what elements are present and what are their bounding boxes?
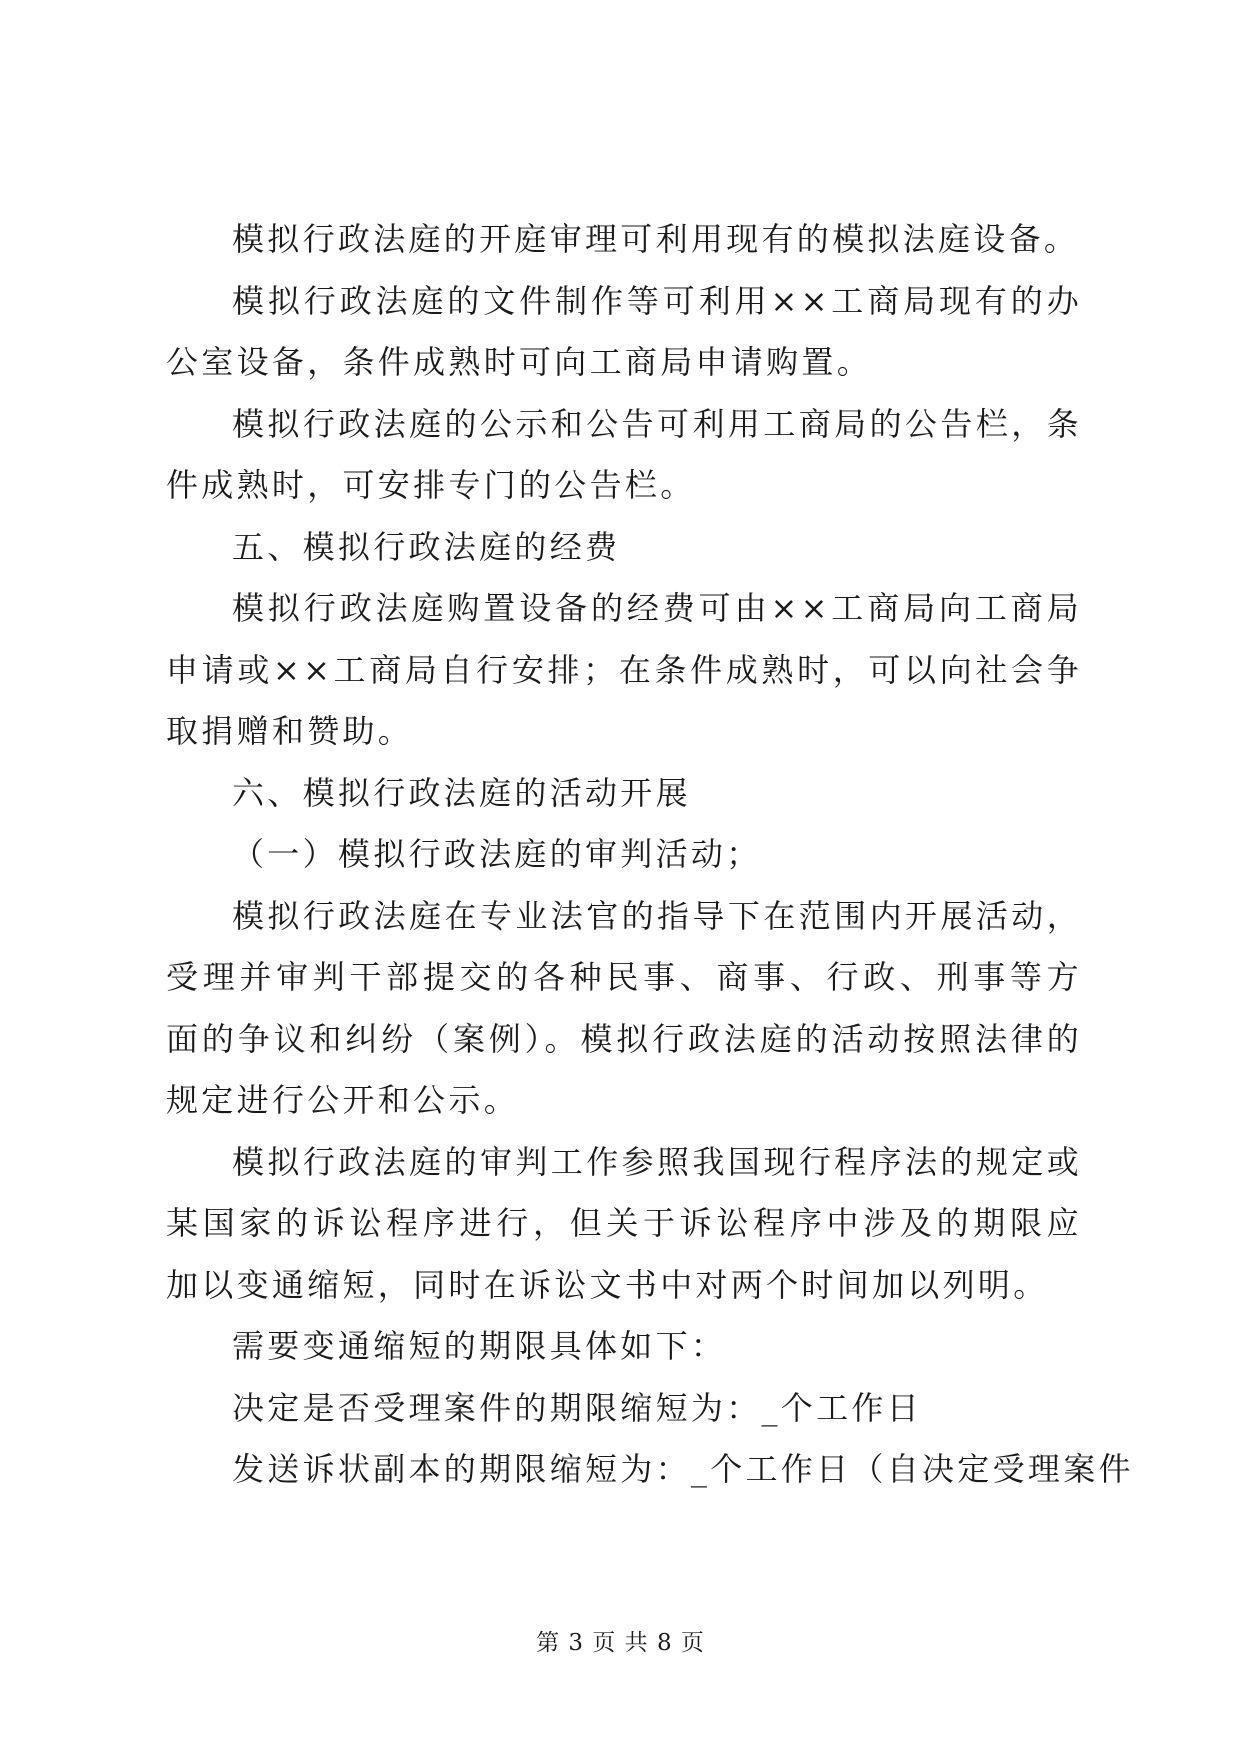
paragraph-notice-board: 模拟行政法庭的公示和公告可利用工商局的公告栏，条件成熟时，可安排专门的公告栏。 — [166, 404, 1082, 504]
paragraph-court-equipment: 模拟行政法庭的开庭审理可利用现有的模拟法庭设备。 — [232, 220, 1080, 258]
paragraph-trial-scope: 模拟行政法庭在专业法官的指导下在范围内开展活动，受理并审判干部提交的各种民事、商事、行政、刑事等方面的争议和纠纷（案例）。模拟行政法庭的活动按照法律的规定进行公开和公示。 — [166, 896, 1082, 1119]
subsection-heading-trial: （一）模拟行政法庭的审判活动； — [232, 835, 762, 873]
document-body — [166, 209, 1134, 1501]
paragraph-document-production: 模拟行政法庭的文件制作等可利用××工商局现有的办公室设备，条件成熟时可向工商局申请购置。 — [166, 281, 1082, 381]
section-heading-activities: 六、模拟行政法庭的活动开展 — [232, 773, 691, 812]
page-footer: 第 3 页 共 8 页 — [536, 1630, 705, 1656]
paragraph-trial-procedure: 模拟行政法庭的审判工作参照我国现行程序法的规定或某国家的诉讼程序进行，但关于诉讼程序中涉及的期限应加以变通缩短，同时在诉讼文书中对两个时间加以列明。 — [166, 1142, 1082, 1304]
paragraph-deadline-acceptance: 决定是否受理案件的期限缩短为：_个工作日 — [232, 1388, 923, 1427]
paragraph-deadlines-intro: 需要变通缩短的期限具体如下： — [232, 1327, 727, 1365]
paragraph-funding: 模拟行政法庭购置设备的经费可由××工商局向工商局申请或××工商局自行安排；在条件成熟时，可以向社会争取捐赠和赞助。 — [166, 589, 1082, 750]
paragraph-deadline-complaint-copy: 发送诉状副本的期限缩短为：_个工作日（自决定受理案件 — [232, 1450, 1134, 1488]
section-heading-funding: 五、模拟行政法庭的经费 — [232, 527, 621, 566]
